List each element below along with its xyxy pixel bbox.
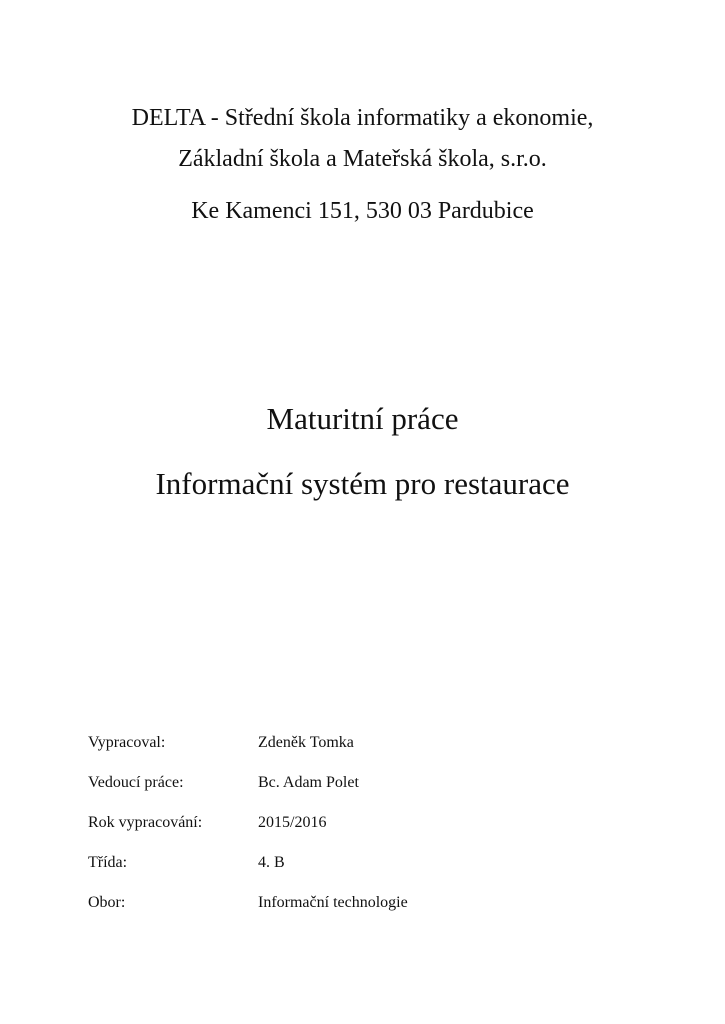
- thesis-title: Informační systém pro restaurace: [155, 466, 570, 501]
- info-value: 4. B: [258, 854, 285, 871]
- info-value: Zdeněk Tomka: [258, 734, 354, 751]
- school-name-line-2: Základní škola a Mateřská škola, s.r.o.: [178, 146, 547, 172]
- info-label: Vedoucí práce:: [88, 774, 184, 791]
- info-value: 2015/2016: [258, 814, 327, 831]
- thesis-type: Maturitní práce: [266, 401, 459, 436]
- school-address: Ke Kamenci 151, 530 03 Pardubice: [191, 198, 534, 224]
- info-label: Třída:: [88, 854, 128, 871]
- info-value: Informační technologie: [258, 894, 408, 911]
- info-label: Rok vypracování:: [88, 814, 203, 831]
- info-value: Bc. Adam Polet: [258, 774, 359, 791]
- school-name-line-1: DELTA - Střední škola informatiky a ekonomie,: [131, 105, 594, 131]
- info-label: Vypracoval:: [88, 734, 166, 751]
- info-label: Obor:: [88, 894, 126, 911]
